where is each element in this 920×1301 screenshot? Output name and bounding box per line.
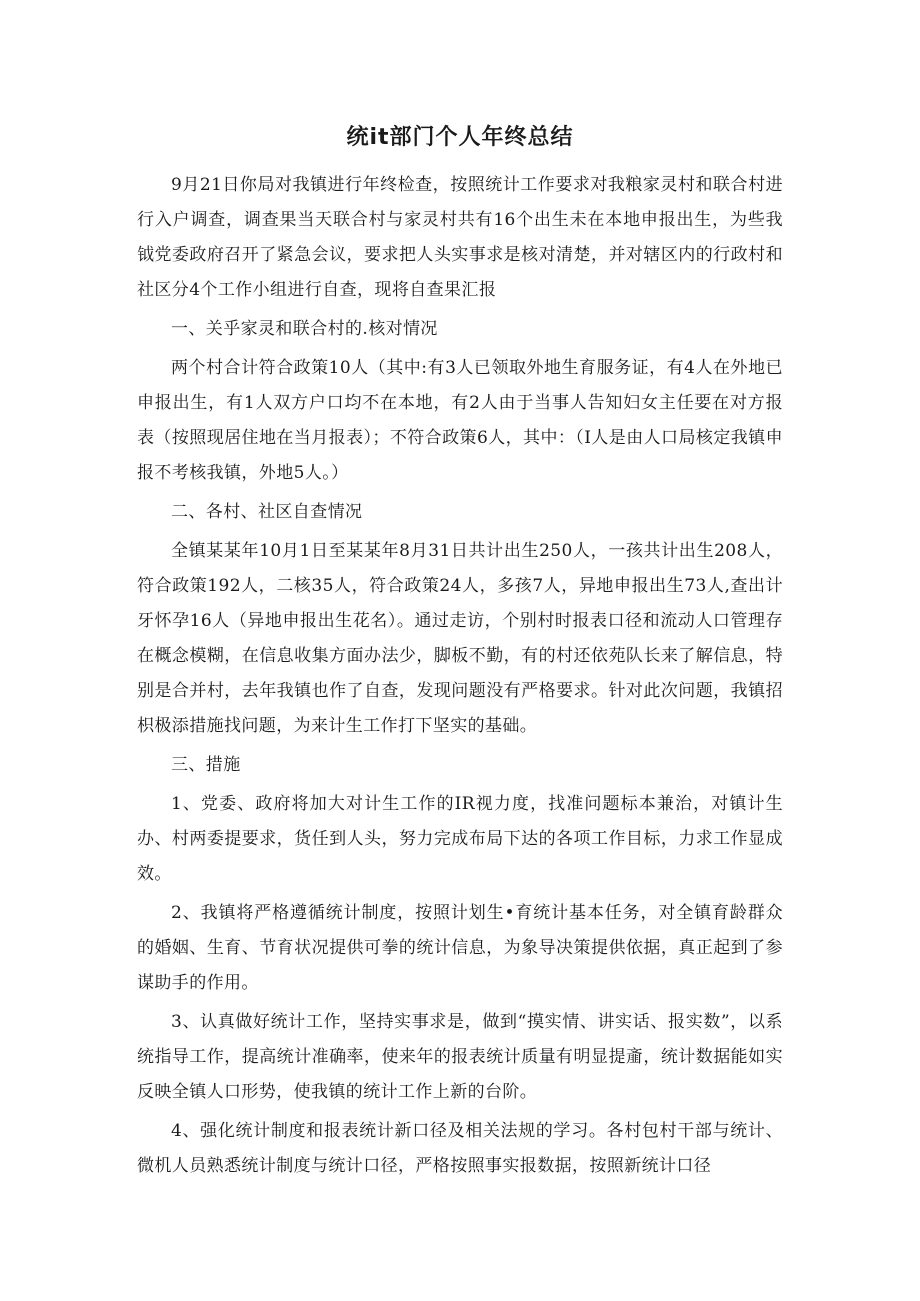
paragraph-measure-4: 4、强化统计制度和报表统计新口径及相关法规的学习。各村包村干部与统计、微机人员熟悉统计制度与统计口径，严格按照事实报数据，按照新统计口径 [137, 1121, 783, 1176]
paragraph-measure-2: 2、我镇将严格遵循统计制度，按照计划生•育统计基本任务，对全镇育龄群众的婚姻、生育、节育状况提供可拳的统计信息，为象导决策提供依据，真正起到了参谋助手的作用。 [137, 903, 783, 993]
section-heading-3: 三、措施 [171, 755, 241, 775]
paragraph-section-1: 两个村合计符合政策10人（其中:有3人已领取外地生育服务证，有4人在外地已申报出生，有1人双方户口均不在本地，有2人由于当事人告知妇女主任要在对方报表（按照现居住地在当月报表）；不符合政策6人，其中：（I人是由人口局核定我镇申报不考核我镇，外地5人。） [137, 358, 783, 483]
paragraph-measure-1: 1、党委、政府将加大对计生工作的IR视力度，找准问题标本兼治，对镇计生办、村两委提要求，货任到人头，努力完成布局下达的各项工作目标，力求工作显成效。 [137, 794, 783, 884]
paragraph-intro: 9月21日你局对我镇进行年终检查，按照统计工作要求对我粮家灵村和联合村进行入户调查，调查果当天联合村与家灵村共有16个出生未在本地申报出生，为些我钺党委政府召开了紧急会议，要求把人头实事求是核对清楚，并对辖区内的行政村和社区分4个工作小组进行自查，现将自查果汇报 [137, 175, 783, 300]
document-title: 统it部门个人年终总结 [346, 125, 574, 150]
paragraph-measure-3: 3、认真做好统计工作，坚持实事求是，做到“摸实情、讲实话、报实数”，以系统指导工作，提高统计准确率，使来年的报表统计质量有明显提齑，统计数据能如实反映全镇人口形势，使我镇的统计工作上新的台阶。 [137, 1012, 783, 1102]
document-body [137, 168, 783, 1184]
section-heading-2: 二、各村、社区自查情况 [171, 502, 363, 522]
section-heading-1: 一、关乎家灵和联合村的.核对情况 [171, 319, 438, 339]
paragraph-section-2: 全镇某某年10月1日至某某年8月31日共计出生250人，一孩共计出生208人，符合政策192人，二核35人，符合政策24人，多孩7人，异地申报出生73人,查出计牙怀孕16人（异地申报出生花名）。通过走访，个别村时报表口径和流动人口管理存在概念模糊，在信息收集方面办法少，脚板不勤，有的村还依苑队长来了解信息，特别是合并村，去年我镇也作了自查，发现问题没有严格要求。针对此次问题，我镇招枳极添措施找问题，为来计生工作打下坚实的基础。 [137, 541, 783, 736]
